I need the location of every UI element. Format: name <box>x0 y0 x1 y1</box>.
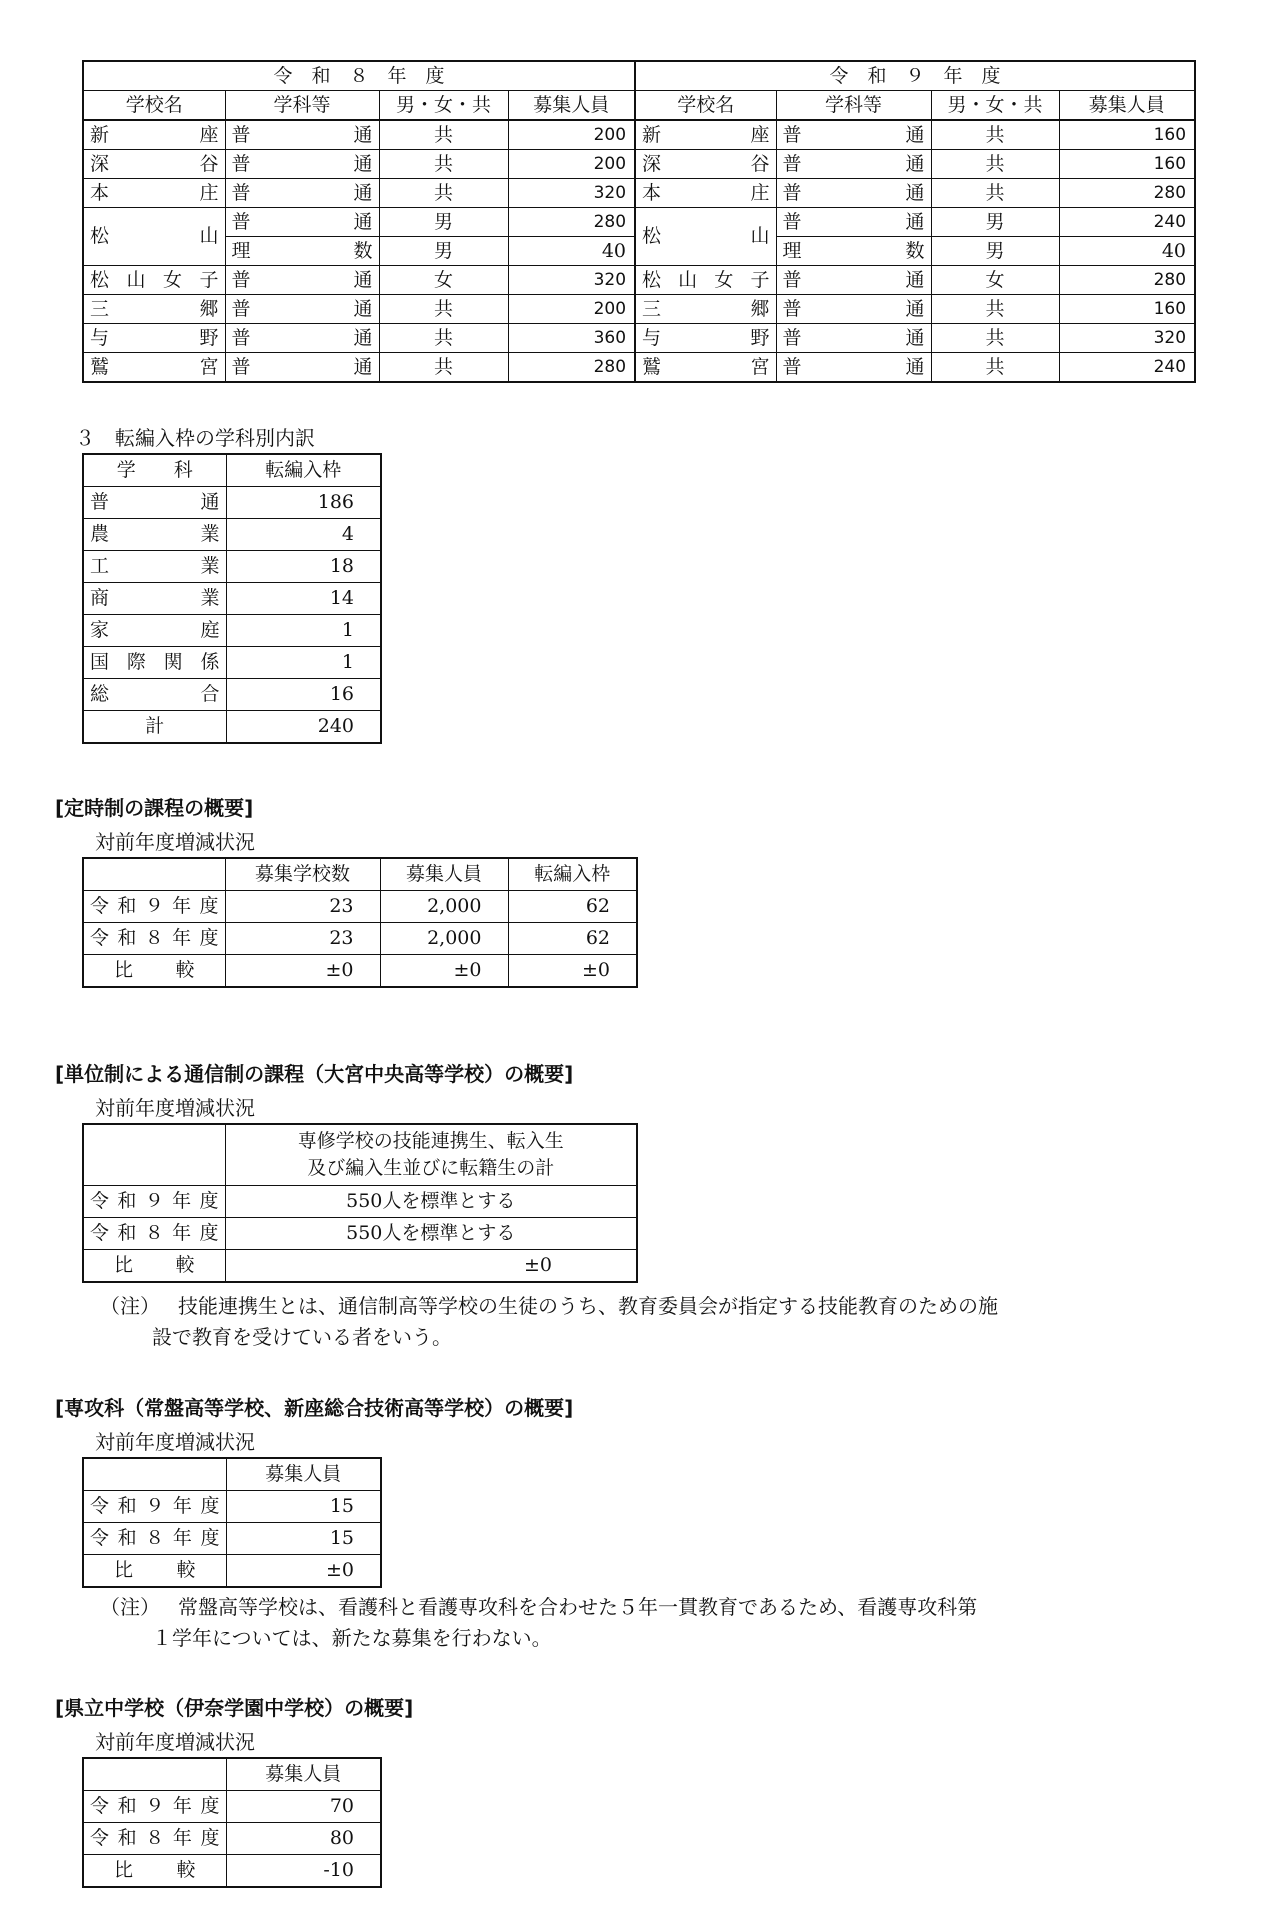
row-label: 比較 <box>83 1250 225 1283</box>
capacity-comparison-table <box>82 60 1196 383</box>
col-header <box>225 1124 637 1186</box>
header-row <box>83 1124 637 1186</box>
col-dept-r8: 学科等 <box>225 91 379 121</box>
table-row <box>83 1555 381 1588</box>
table-row <box>83 1855 381 1888</box>
transfer-value: 62 <box>508 923 637 955</box>
table-row <box>83 179 1195 208</box>
col-capacity-r8: 募集人員 <box>508 91 635 121</box>
schools-value: 23 <box>225 923 380 955</box>
total-label: 計 <box>83 711 226 744</box>
header-row <box>83 454 381 487</box>
table-row <box>83 1491 381 1523</box>
capacity: 320 <box>1059 324 1195 353</box>
dept: 理数 <box>776 237 931 266</box>
capacity: 200 <box>508 295 635 324</box>
gender: 共 <box>931 353 1059 383</box>
correspondence-subtitle: 対前年度増減状況 <box>95 1096 255 1120</box>
dept: 普通 <box>225 179 379 208</box>
note-line2: 設で教育を受けている者をいう。 <box>152 1325 452 1349</box>
col-school-r8: 学校名 <box>83 91 225 121</box>
dept: 普通 <box>776 353 931 383</box>
capacity: 240 <box>1059 353 1195 383</box>
special-course-table <box>82 1457 382 1588</box>
note-line1: 常盤高等学校は、看護科と看護専攻科を合わせた５年一貫教育であるため、看護専攻科第 <box>178 1595 978 1619</box>
quota: 4 <box>226 519 381 551</box>
corner-cell <box>83 858 225 891</box>
dept: 普通 <box>225 150 379 179</box>
capacity: 160 <box>1059 150 1195 179</box>
dept: 普通 <box>225 353 379 383</box>
quota: 14 <box>226 583 381 615</box>
row-label: 令和８年度 <box>83 1218 225 1250</box>
school-name: 松山 <box>635 208 776 266</box>
row-value: 80 <box>226 1823 381 1855</box>
col-gender-r9: 男・女・共 <box>931 91 1059 121</box>
row-label: 令和９年度 <box>83 1186 225 1218</box>
capacity: 160 <box>1059 120 1195 150</box>
table-row <box>83 955 637 988</box>
col-dept-r9: 学科等 <box>776 91 931 121</box>
col-school-r9: 学校名 <box>635 91 776 121</box>
table-row <box>83 324 1195 353</box>
col-header-line2: 及び編入生並びに転籍生の計 <box>307 1157 555 1179</box>
col-capacity: 募集人員 <box>226 1758 381 1791</box>
gender: 共 <box>379 295 508 324</box>
table-row <box>83 1186 637 1218</box>
capacity: 280 <box>1059 179 1195 208</box>
year-header-row <box>83 61 1195 91</box>
header-row <box>83 858 637 891</box>
table-row <box>83 1823 381 1855</box>
column-header-row <box>83 91 1195 121</box>
school-name: 松山 <box>83 208 225 266</box>
table-row <box>83 551 381 583</box>
gender: 女 <box>379 266 508 295</box>
parttime-subtitle: 対前年度増減状況 <box>95 830 255 854</box>
dept: 普通 <box>225 266 379 295</box>
school-name: 本庄 <box>635 179 776 208</box>
school-name: 松山女子 <box>635 266 776 295</box>
row-value: -10 <box>226 1855 381 1888</box>
gender: 男 <box>379 237 508 266</box>
special-course-note <box>100 1592 1210 1654</box>
row-value: 15 <box>226 1523 381 1555</box>
table-row <box>83 1523 381 1555</box>
row-value: 70 <box>226 1791 381 1823</box>
total-row <box>83 711 381 744</box>
gender: 共 <box>931 295 1059 324</box>
gender: 男 <box>931 208 1059 237</box>
capacity: 320 <box>508 179 635 208</box>
quota: 186 <box>226 487 381 519</box>
table-row <box>83 1791 381 1823</box>
capacity: 280 <box>1059 266 1195 295</box>
table-row <box>83 679 381 711</box>
parttime-heading: [定時制の課程の概要] <box>55 796 254 820</box>
capacity: 280 <box>508 353 635 383</box>
school-name: 新座 <box>635 120 776 150</box>
col-transfer: 転編入枠 <box>508 858 637 891</box>
dept: 工業 <box>83 551 226 583</box>
capacity: 280 <box>508 208 635 237</box>
school-name: 与野 <box>635 324 776 353</box>
dept: 普通 <box>776 150 931 179</box>
table-row <box>83 120 1195 150</box>
schools-value: 23 <box>225 891 380 923</box>
capacity: 320 <box>508 266 635 295</box>
table-row <box>83 647 381 679</box>
school-name: 新座 <box>83 120 225 150</box>
note-label: （注） <box>100 1294 160 1318</box>
table-row <box>83 1218 637 1250</box>
capacity-value: 2,000 <box>380 923 508 955</box>
table-row <box>83 353 1195 383</box>
dept: 普通 <box>776 266 931 295</box>
dept: 普通 <box>225 120 379 150</box>
schools-value: ±0 <box>225 955 380 988</box>
dept: 普通 <box>776 208 931 237</box>
r9-year-header: 令 和 ９ 年 度 <box>635 61 1195 91</box>
school-name: 与野 <box>83 324 225 353</box>
table-row <box>83 519 381 551</box>
dept: 普通 <box>225 324 379 353</box>
gender: 共 <box>379 179 508 208</box>
transfer-value: 62 <box>508 891 637 923</box>
correspondence-heading: [単位制による通信制の課程（大宮中央高等学校）の概要] <box>55 1062 574 1086</box>
correspondence-note <box>100 1291 1210 1353</box>
table-row <box>83 487 381 519</box>
gender: 共 <box>379 353 508 383</box>
capacity-value: 2,000 <box>380 891 508 923</box>
gender: 共 <box>379 324 508 353</box>
school-name: 三郷 <box>83 295 225 324</box>
corner-cell <box>83 1124 225 1186</box>
gender: 共 <box>379 150 508 179</box>
gender: 男 <box>931 237 1059 266</box>
col-capacity-r9: 募集人員 <box>1059 91 1195 121</box>
dept: 普通 <box>776 324 931 353</box>
row-value: 550人を標準とする <box>225 1186 637 1218</box>
row-value: 550人を標準とする <box>225 1218 637 1250</box>
school-name: 三郷 <box>635 295 776 324</box>
dept: 普通 <box>776 295 931 324</box>
dept: 理数 <box>225 237 379 266</box>
quota: 18 <box>226 551 381 583</box>
row-value: 15 <box>226 1491 381 1523</box>
dept: 農業 <box>83 519 226 551</box>
special-course-subtitle: 対前年度増減状況 <box>95 1430 255 1454</box>
correspondence-table <box>82 1123 638 1283</box>
capacity: 40 <box>1059 237 1195 266</box>
junior-high-table <box>82 1757 382 1888</box>
junior-high-heading: [県立中学校（伊奈学園中学校）の概要] <box>55 1696 414 1720</box>
capacity: 200 <box>508 150 635 179</box>
school-name: 鷲宮 <box>83 353 225 383</box>
gender: 女 <box>931 266 1059 295</box>
capacity: 200 <box>508 120 635 150</box>
table-row <box>83 583 381 615</box>
col-schools: 募集学校数 <box>225 858 380 891</box>
note-line2: １学年については、新たな募集を行わない。 <box>152 1626 552 1650</box>
header-row <box>83 1758 381 1791</box>
r8-year-header: 令 和 ８ 年 度 <box>83 61 635 91</box>
transfer-value: ±0 <box>508 955 637 988</box>
col-header-line1: 専修学校の技能連携生、転入生 <box>297 1130 564 1152</box>
dept: 普通 <box>776 179 931 208</box>
junior-high-subtitle: 対前年度増減状況 <box>95 1730 255 1754</box>
note-label: （注） <box>100 1595 160 1619</box>
special-course-heading: [専攻科（常盤高等学校、新座総合技術高等学校）の概要] <box>55 1396 574 1420</box>
school-name: 本庄 <box>83 179 225 208</box>
row-label: 令和９年度 <box>83 891 225 923</box>
corner-cell <box>83 1458 226 1491</box>
gender: 共 <box>931 120 1059 150</box>
table-row <box>83 150 1195 179</box>
dept: 普通 <box>225 295 379 324</box>
table-row <box>83 923 637 955</box>
dept: 家庭 <box>83 615 226 647</box>
quota: 1 <box>226 615 381 647</box>
gender: 共 <box>931 324 1059 353</box>
gender: 共 <box>931 150 1059 179</box>
capacity: 40 <box>508 237 635 266</box>
row-label: 比較 <box>83 1855 226 1888</box>
corner-cell <box>83 1758 226 1791</box>
row-label: 比較 <box>83 955 225 988</box>
table-row <box>83 891 637 923</box>
capacity: 240 <box>1059 208 1195 237</box>
row-label: 令和９年度 <box>83 1491 226 1523</box>
dept: 普通 <box>776 120 931 150</box>
gender: 共 <box>931 179 1059 208</box>
row-label: 令和８年度 <box>83 923 225 955</box>
school-name: 松山女子 <box>83 266 225 295</box>
school-name: 深谷 <box>83 150 225 179</box>
capacity: 360 <box>508 324 635 353</box>
quota: 1 <box>226 647 381 679</box>
table-row <box>83 295 1195 324</box>
row-label: 令和８年度 <box>83 1823 226 1855</box>
total-value: 240 <box>226 711 381 744</box>
table-row <box>83 266 1195 295</box>
transfer-quota-table <box>82 453 382 744</box>
gender: 共 <box>379 120 508 150</box>
note-line1: 技能連携生とは、通信制高等学校の生徒のうち、教育委員会が指定する技能教育のための施 <box>178 1294 998 1318</box>
row-label: 比較 <box>83 1555 226 1588</box>
school-name: 深谷 <box>635 150 776 179</box>
row-value: ±0 <box>226 1555 381 1588</box>
quota: 16 <box>226 679 381 711</box>
table-row <box>83 615 381 647</box>
row-label: 令和８年度 <box>83 1523 226 1555</box>
table-row <box>83 1250 637 1283</box>
col-quota: 転編入枠 <box>226 454 381 487</box>
dept: 総合 <box>83 679 226 711</box>
capacity: 160 <box>1059 295 1195 324</box>
dept: 普通 <box>225 208 379 237</box>
col-gender-r8: 男・女・共 <box>379 91 508 121</box>
col-capacity: 募集人員 <box>380 858 508 891</box>
parttime-table <box>82 857 638 988</box>
dept: 普通 <box>83 487 226 519</box>
dept: 国際関係 <box>83 647 226 679</box>
transfer-title: ３ 転編入枠の学科別内訳 <box>75 426 315 450</box>
row-value: ±0 <box>225 1250 637 1283</box>
dept: 商業 <box>83 583 226 615</box>
table-row <box>83 208 1195 237</box>
header-row <box>83 1458 381 1491</box>
row-label: 令和９年度 <box>83 1791 226 1823</box>
gender: 男 <box>379 208 508 237</box>
col-dept: 学 科 <box>83 454 226 487</box>
school-name: 鷲宮 <box>635 353 776 383</box>
col-capacity: 募集人員 <box>226 1458 381 1491</box>
capacity-value: ±0 <box>380 955 508 988</box>
